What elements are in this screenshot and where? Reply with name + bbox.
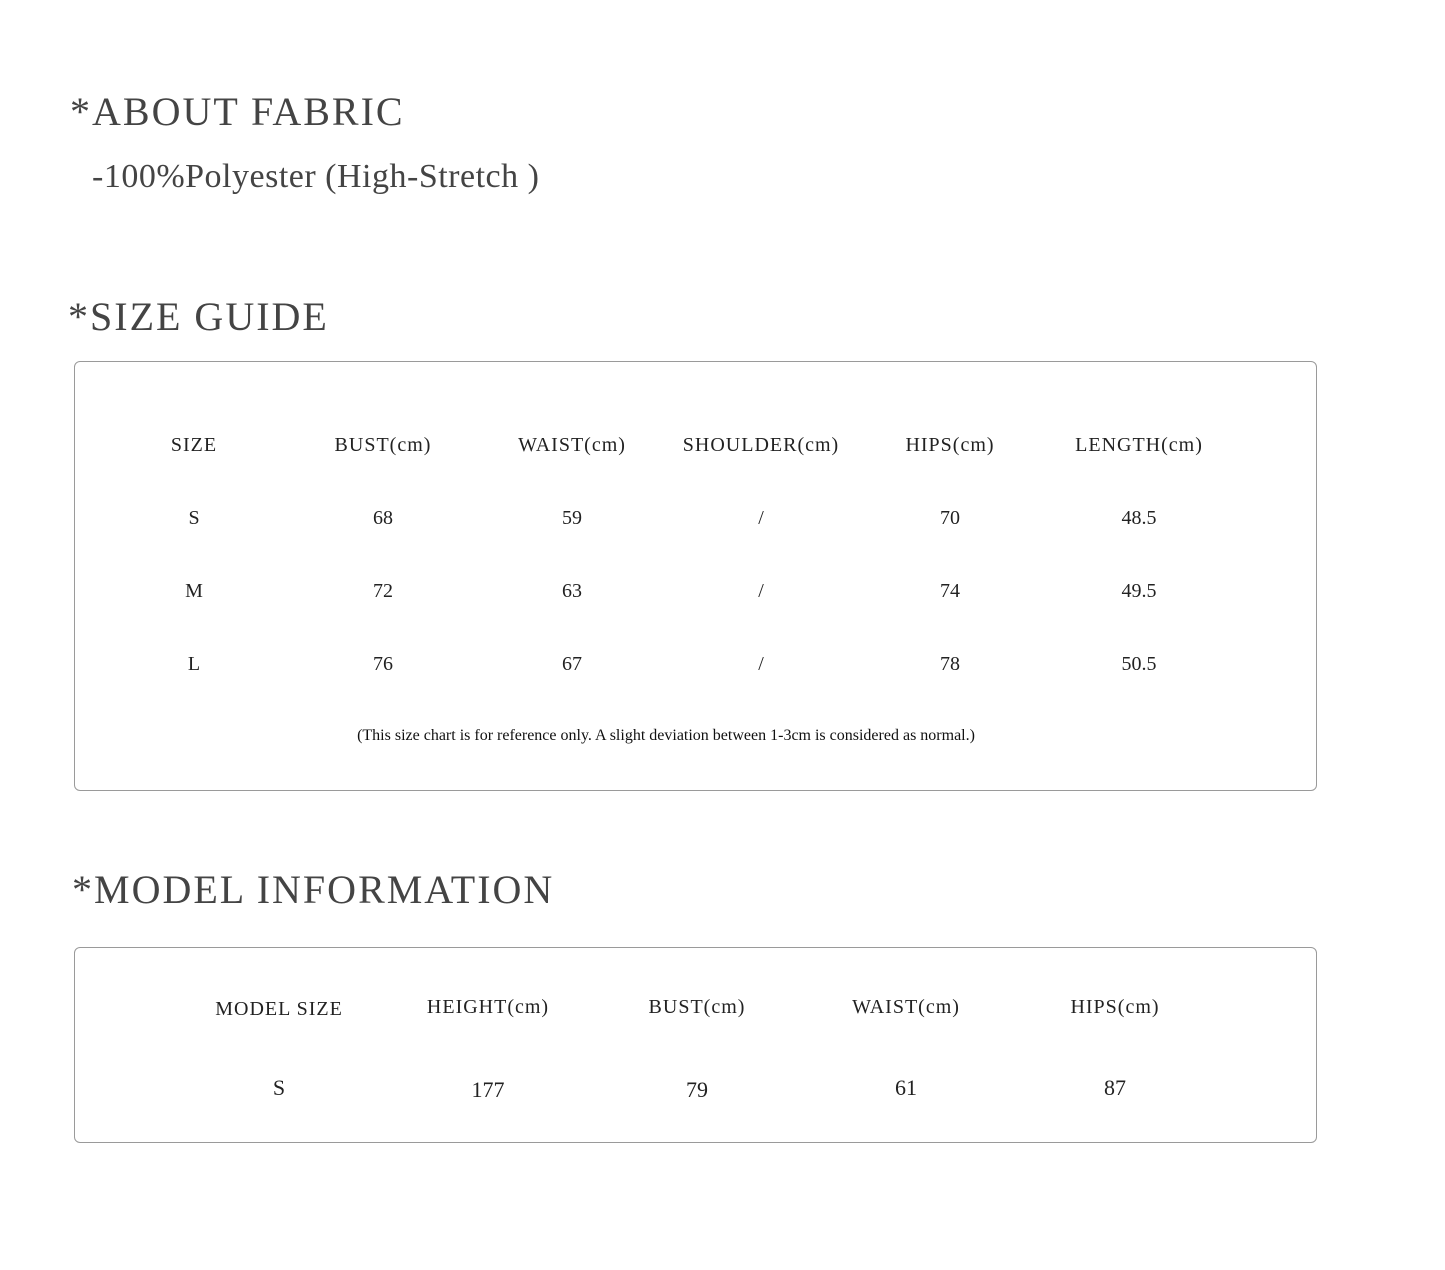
size-cell: M	[185, 580, 203, 602]
hips-cell: 78	[940, 653, 960, 675]
fabric-composition: -100%Polyester (High-Stretch )	[92, 158, 540, 195]
size-chart-note: (This size chart is for reference only. A slight deviation between 1-3cm is considered as normal.)	[357, 727, 975, 744]
bust-cell: 72	[373, 580, 393, 602]
waist-cell: 63	[562, 580, 582, 602]
hips-cell: 70	[940, 507, 960, 529]
model-bust-value: 79	[686, 1077, 708, 1102]
bust-cell: 76	[373, 653, 393, 675]
hips-cell: 74	[940, 580, 960, 602]
model-hips-value: 87	[1104, 1075, 1126, 1100]
waist-header: WAIST(cm)	[518, 434, 626, 456]
size-cell: S	[188, 507, 200, 529]
size-header: SIZE	[170, 434, 218, 456]
model-waist-header: WAIST(cm)	[852, 996, 960, 1018]
length-cell: 48.5	[1121, 507, 1157, 529]
bust-cell: 68	[373, 507, 393, 529]
shoulder-cell: /	[758, 507, 764, 529]
model-info-table	[74, 947, 1317, 1143]
model-information-heading: *MODEL INFORMATION	[72, 867, 555, 912]
model-hips-header: HIPS(cm)	[1070, 996, 1160, 1018]
model-waist-value: 61	[895, 1075, 917, 1100]
length-header: LENGTH(cm)	[1075, 434, 1203, 456]
bust-header: BUST(cm)	[334, 434, 432, 456]
waist-cell: 67	[562, 653, 582, 675]
shoulder-cell: /	[758, 580, 764, 602]
model-size-header: MODEL SIZE	[215, 998, 343, 1020]
about-fabric-heading: *ABOUT FABRIC	[70, 89, 405, 134]
shoulder-header: SHOULDER(cm)	[682, 434, 840, 456]
height-header: HEIGHT(cm)	[426, 996, 550, 1018]
model-size-value: S	[272, 1075, 286, 1100]
length-cell: 50.5	[1121, 653, 1157, 675]
waist-cell: 59	[562, 507, 582, 529]
length-cell: 49.5	[1121, 580, 1157, 602]
size-guide-heading: *SIZE GUIDE	[68, 294, 329, 339]
hips-header: HIPS(cm)	[905, 434, 995, 456]
shoulder-cell: /	[758, 653, 764, 675]
model-bust-header: BUST(cm)	[648, 996, 746, 1018]
height-value: 177	[471, 1077, 505, 1102]
size-cell: L	[187, 653, 201, 675]
